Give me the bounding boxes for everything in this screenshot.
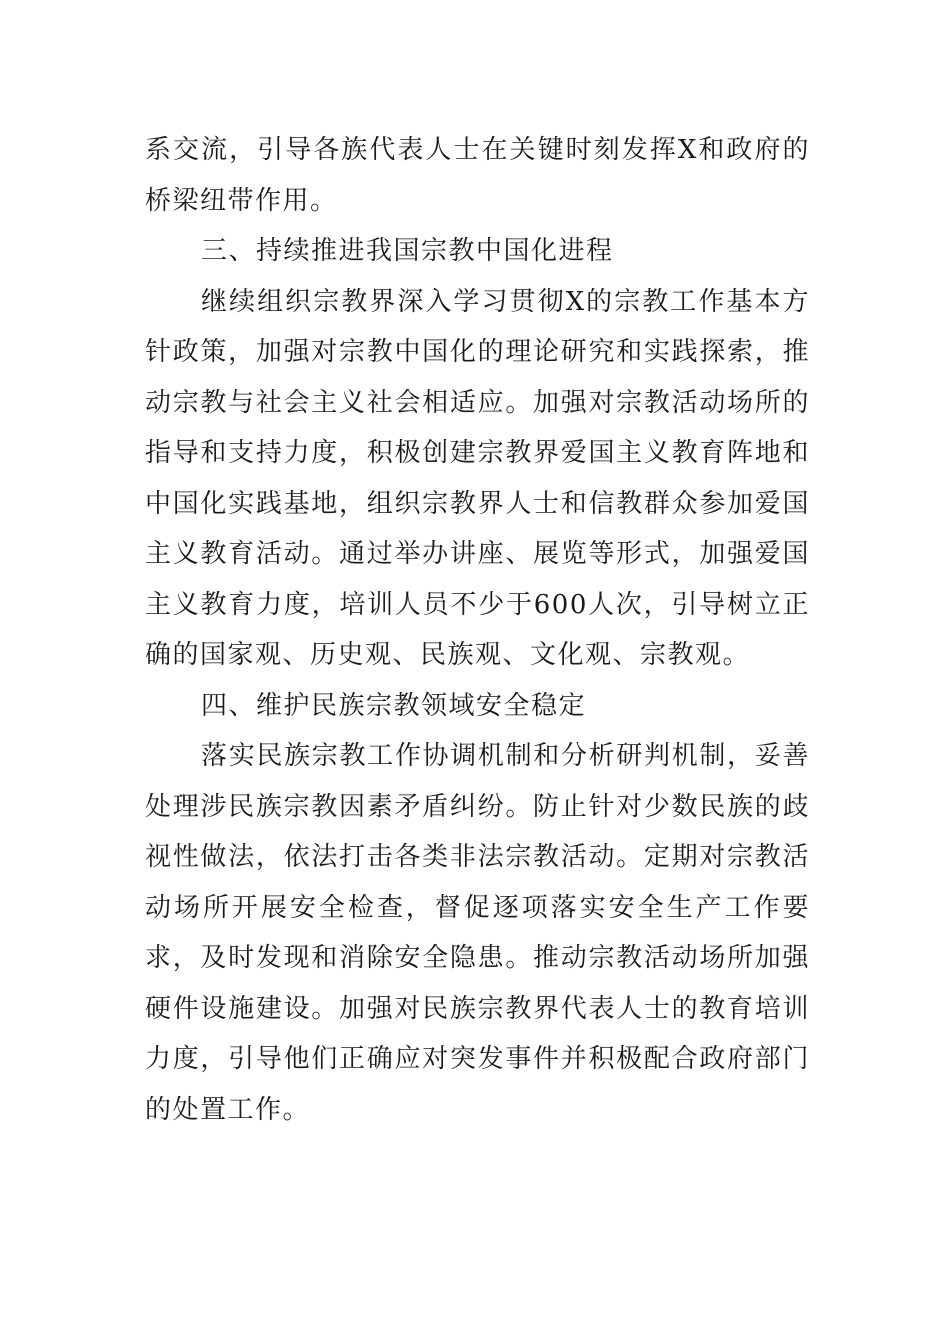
paragraph-section-3: 继续组织宗教界深入学习贯彻X的宗教工作基本方针政策，加强对宗教中国化的理论研究和实践探索，推动宗教与社会主义社会相适应。加强对宗教活动场所的指导和支持力度，积极创建宗教界爱国主义教育阵地和中国化实践基地，组织宗教界人士和信教群众参加爱国主义教育活动。通过举办讲座、展览等形式，加强爱国主义教育力度，培训人员不少于600人次，引导树立正确的国家观、历史观、民族观、文化观、宗教观。	[145, 286, 810, 670]
section-heading-4: 四、维护民族宗教领域安全稳定	[201, 690, 587, 721]
paragraph-continued: 系交流，引导各族代表人士在关键时刻发挥X和政府的桥梁纽带作用。	[145, 135, 810, 216]
paragraph-section-4: 落实民族宗教工作协调机制和分析研判机制，妥善处理涉民族宗教因素矛盾纠纷。防止针对少数民族的歧视性做法，依法打击各类非法宗教活动。定期对宗教活动场所开展安全检查，督促逐项落实安全生产工作要求，及时发现和消除安全隐患。推动宗教活动场所加强硬件设施建设。加强对民族宗教界代表人士的教育培训力度，引导他们正确应对突发事件并积极配合政府部门的处置工作。	[145, 741, 810, 1125]
document-body	[145, 125, 810, 1135]
section-heading-3: 三、持续推进我国宗教中国化进程	[201, 236, 614, 266]
